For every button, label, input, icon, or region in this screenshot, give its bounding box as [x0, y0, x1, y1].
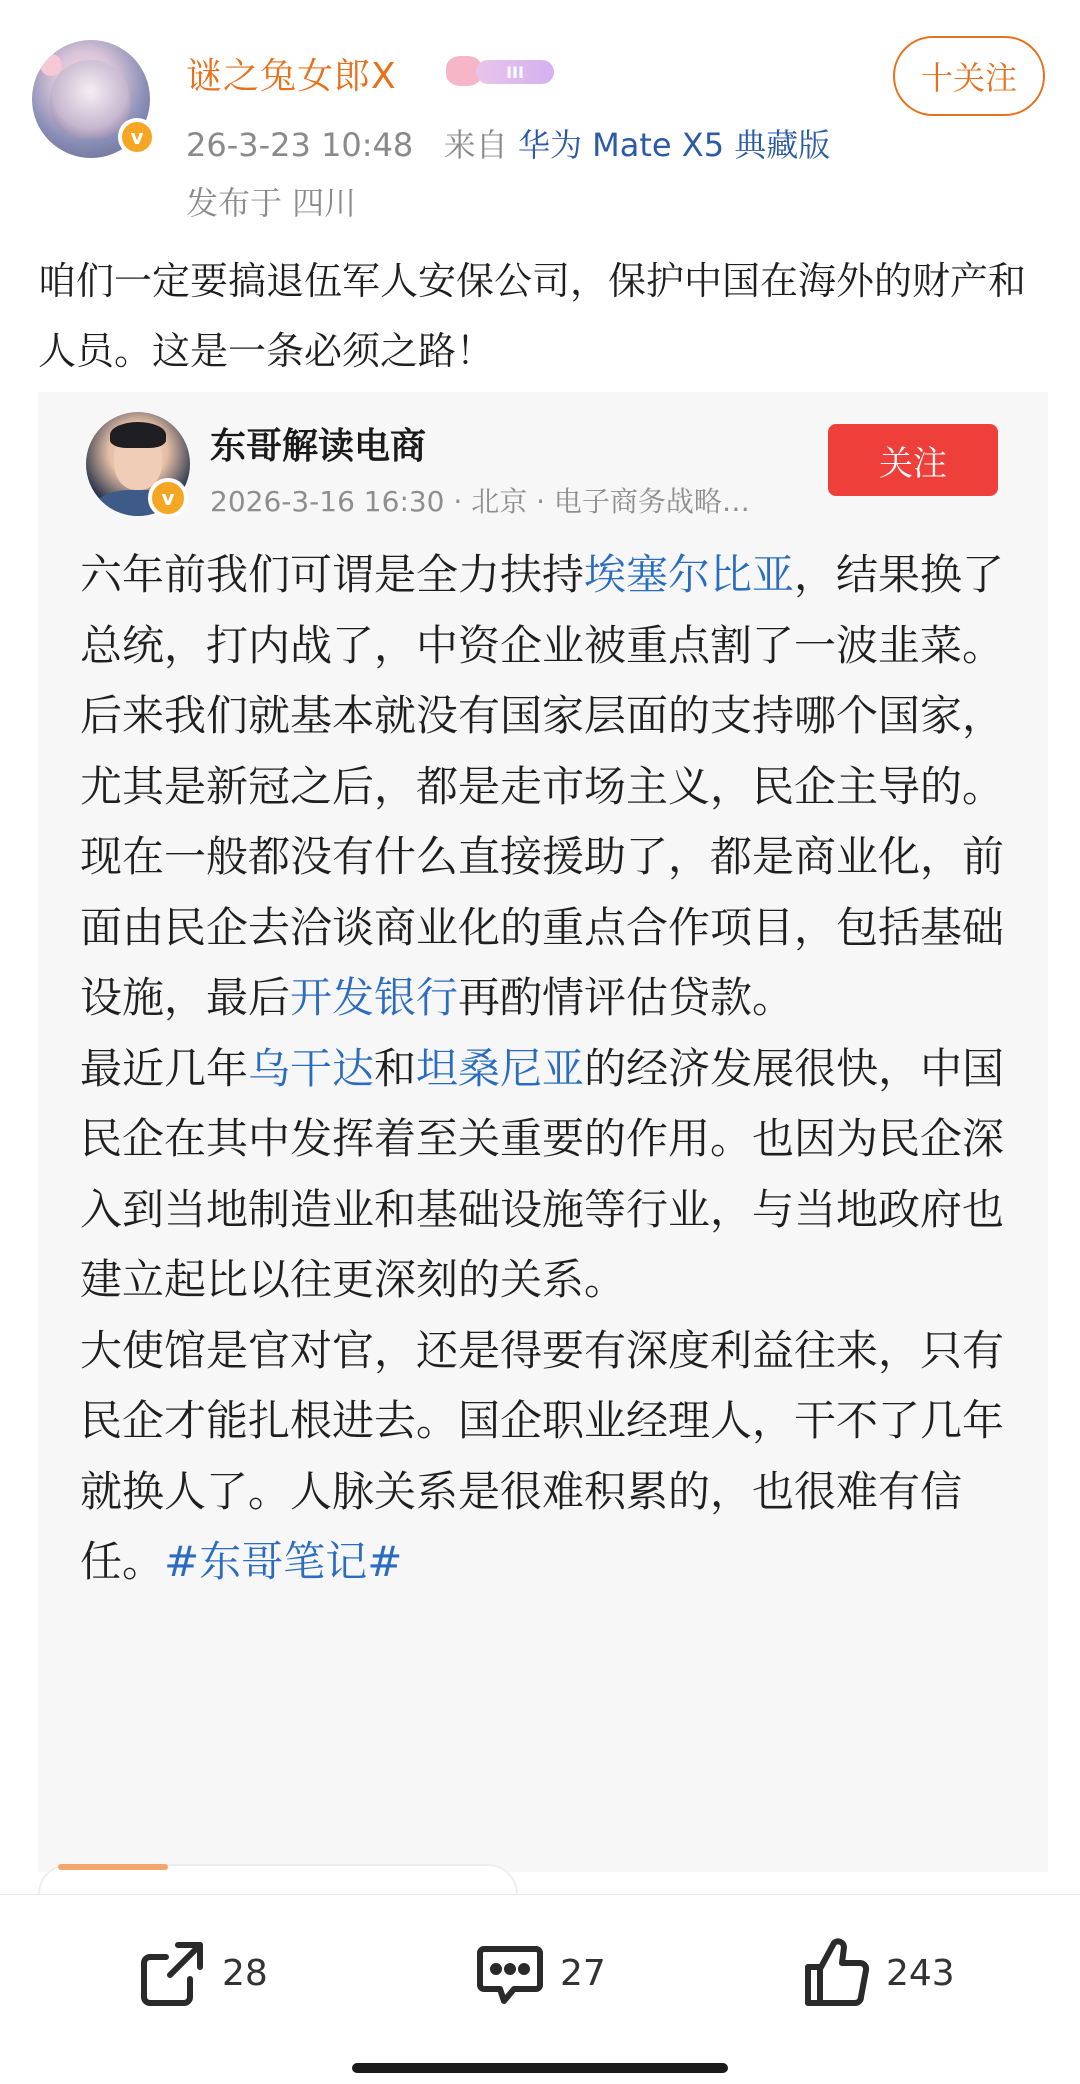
comment-icon	[470, 1933, 550, 2013]
post-meta	[186, 120, 830, 166]
share-button[interactable]	[132, 1923, 268, 2023]
home-indicator[interactable]	[352, 2063, 728, 2073]
avatar-hair	[110, 422, 166, 448]
hashtag-link[interactable]: #东哥笔记#	[164, 1537, 403, 1586]
device-link[interactable]: 华为 Mate X5 典藏版	[517, 126, 831, 164]
like-button[interactable]	[796, 1923, 955, 2023]
topic-link[interactable]: 乌干达	[248, 1043, 375, 1093]
topic-link[interactable]: 埃塞尔比亚	[584, 550, 795, 599]
avatar-figure	[50, 60, 130, 138]
text-span: 六年前我们可谓是全力扶持	[80, 550, 585, 599]
repost-meta: 2026-3-16 16:30 · 北京 · 电子商务战略…	[210, 485, 750, 518]
repost-follow-button[interactable]: 关注	[828, 424, 998, 496]
source-prefix: 来自	[443, 126, 508, 164]
verified-badge-icon: v	[148, 478, 188, 518]
repost-body	[80, 540, 1020, 1598]
repost-paragraph	[80, 822, 1020, 1034]
like-count: 243	[886, 1952, 955, 1994]
verified-badge-icon: v	[118, 118, 156, 156]
flower-decoration	[40, 54, 62, 76]
post-header	[0, 0, 1080, 220]
share-icon	[132, 1933, 212, 2013]
share-count: 28	[222, 1952, 268, 1994]
topic-link[interactable]: 开发银行	[290, 973, 459, 1022]
post-location: 发布于 四川	[186, 184, 357, 222]
comment-count: 27	[560, 1952, 606, 1994]
text-span: 的经济发展很快，中国民企在其中发挥着至关重要的作用。也因为民企深入到当地制造业和基础设施等行业，与当地政府也建立起比以往更深刻的关系。	[80, 1043, 1005, 1304]
post-text: 咱们一定要搞退伍军人安保公司，保护中国在海外的财产和人员。这是一条必须之路！	[38, 259, 1027, 373]
card-accent	[58, 1864, 168, 1870]
post-timestamp: 26-3-23 10:48	[186, 126, 414, 164]
repost-paragraph	[80, 540, 1020, 822]
text-span: 和	[374, 1043, 417, 1093]
text-span: ，结果换了总统，打内战了，中资企业被重点割了一波韭菜。后来我们就基本就没有国家层面的支持哪个国家，尤其是新冠之后，都是走市场主义，民企主导的。	[80, 550, 1005, 811]
level-tag: III	[476, 60, 554, 84]
action-bar	[0, 1894, 1080, 2084]
topic-link[interactable]: 坦桑尼亚	[416, 1043, 585, 1093]
next-card-peek	[38, 1864, 518, 1894]
comment-button[interactable]	[470, 1923, 606, 2023]
text-span: 再酌情评估贷款。	[458, 973, 795, 1022]
member-level-badge[interactable]	[446, 54, 556, 88]
text-span: 最近几年	[80, 1043, 249, 1093]
text-span: 大使馆是官对官，还是得要有深度利益往来，只有民企才能扎根进去。国企职业经理人，干不了几年就换人了。人脉关系是很难积累的，也很难有信任。	[80, 1325, 1005, 1586]
thumbs-up-icon	[796, 1933, 876, 2013]
repost-author-name[interactable]: 东哥解读电商	[210, 426, 427, 467]
repost-paragraph	[80, 1316, 1020, 1598]
repost-card[interactable]	[38, 392, 1048, 1872]
repost-paragraph	[80, 1034, 1020, 1316]
author-name[interactable]: 谜之兔女郎X	[186, 56, 397, 97]
text-span: 现在一般都没有什么直接援助了，都是商业化，前面由民企去洽谈商业化的重点合作项目，包括基础设施，最后	[80, 832, 1005, 1022]
follow-button[interactable]: 十关注	[893, 36, 1045, 116]
